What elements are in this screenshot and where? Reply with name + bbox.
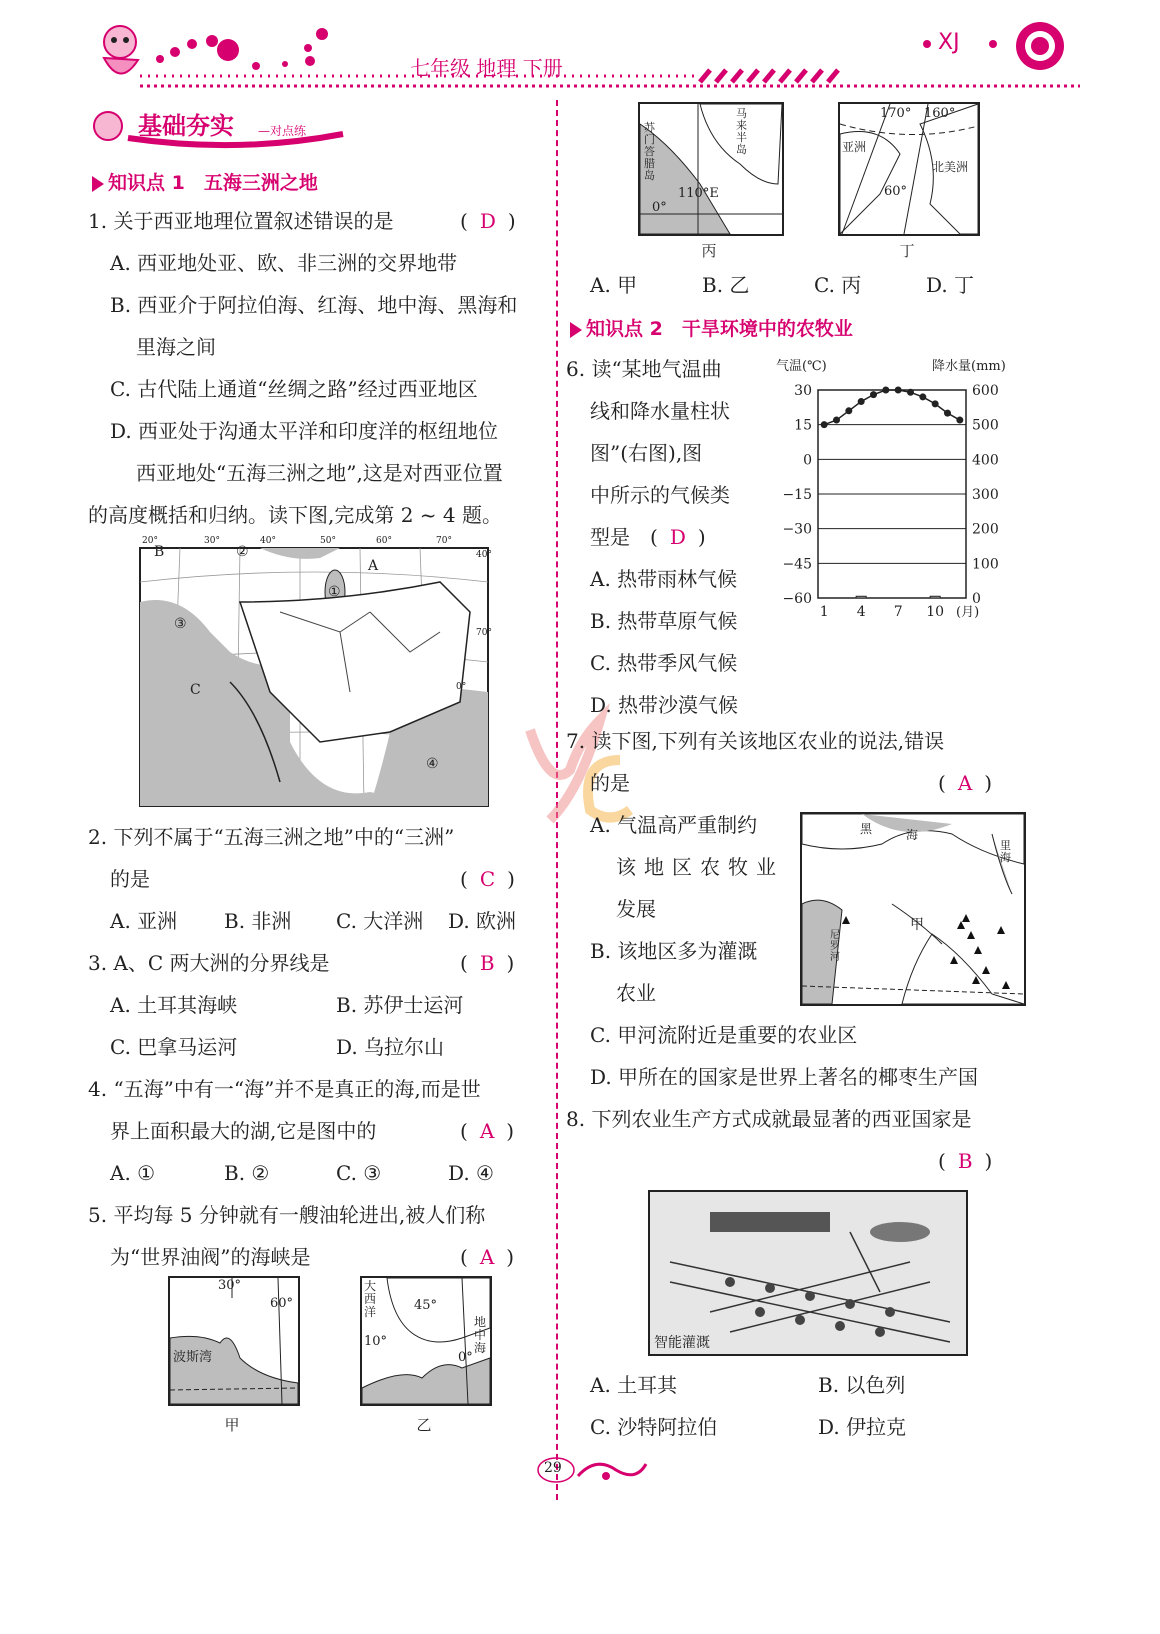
map-label-2: ② xyxy=(236,544,249,560)
q5-options xyxy=(590,264,974,306)
section-banner xyxy=(88,104,348,154)
chart-ytick: −60 xyxy=(782,591,812,607)
q2-stem-cont: 的是 xyxy=(110,867,150,891)
q7-opt-d: D. 甲所在的国家是世界上著名的椰枣生产国 xyxy=(590,1065,979,1089)
q4-opt-b: B. ② xyxy=(224,1161,270,1185)
jia-label-30: 30° xyxy=(218,1278,242,1293)
yi-label-med: 地中海 xyxy=(474,1315,487,1355)
q8-opt-a: A. 土耳其 xyxy=(590,1373,678,1397)
q7-opt-b: B. 该地区多为灌溉 xyxy=(590,939,758,963)
temperature-point xyxy=(944,410,951,417)
q2-opt-d: D. 欧洲 xyxy=(448,909,517,933)
q7-opt-c: C. 甲河流附近是重要的农业区 xyxy=(590,1023,858,1047)
q2-opt-c: C. 大洋洲 xyxy=(336,909,424,933)
west-asia-map xyxy=(140,536,492,808)
banner-subtitle: —对点练 xyxy=(258,124,307,138)
chart-ytick: −15 xyxy=(782,487,812,503)
chart-ytick: 15 xyxy=(794,417,812,434)
q8-opt-b: B. 以色列 xyxy=(818,1373,906,1397)
chart-ylabel: 气温(℃) xyxy=(776,359,827,374)
question-1 xyxy=(88,200,517,536)
map-lon-60: 60° xyxy=(376,536,392,546)
question-7: 7. 读下图,下列有关该地区农业的说法,错误 的是 ( A ) A. 气温高严重制约 该地区农牧业 发展 B. 该地区多为灌溉 农业 C. 甲河流附近是重要的农业区 D. 甲所在的国家是世界上著名的椰枣生产国 8. 下列农业生产方式成就最显著的西亚国家是 ( B ) xyxy=(566,720,1030,1182)
q7-opt-a-cont2: 发展 xyxy=(616,897,656,921)
q8-answer: B xyxy=(957,1149,973,1173)
map-label-1: ① xyxy=(328,584,341,600)
q4-stem-cont: 界上面积最大的湖,它是图中的 xyxy=(110,1119,377,1143)
chart-xtick: 10 xyxy=(926,604,945,620)
chart-xtick: 4 xyxy=(856,604,866,620)
map-lat-40: 40° xyxy=(476,550,492,560)
q7-opt-a-cont: 该地区农牧业 xyxy=(616,855,784,879)
q7-opt-b-cont: 农业 xyxy=(616,981,656,1005)
ding-label-160: 160° xyxy=(924,106,956,121)
header-title: 七年级 地理 下册 xyxy=(410,56,563,80)
map-label-3: ③ xyxy=(174,616,187,632)
q7-stem-cont: 的是 xyxy=(590,771,630,795)
q3-opt-c: C. 巴拿马运河 xyxy=(110,1035,238,1059)
agri-label-black: 黑 xyxy=(860,822,873,836)
agri-label-jia: 甲 xyxy=(910,917,924,933)
q5-stem: 5. 平均每 5 分钟就有一艘油轮进出,被人们称 xyxy=(88,1203,486,1227)
bing-label-110e: 110°E xyxy=(678,186,719,201)
q6-line-2: 线和降水量柱状 xyxy=(590,399,730,423)
header-decoration xyxy=(80,14,1080,96)
section-1-heading: 知识点 1 五海三洲之地 xyxy=(92,168,318,195)
q4-answer: A xyxy=(479,1119,495,1143)
header xyxy=(80,14,1080,96)
q3-opt-d: D. 乌拉尔山 xyxy=(336,1035,445,1059)
q5-stem-cont: 为“世界油阀”的海峡是 xyxy=(110,1245,311,1269)
chart-y2tick: 0 xyxy=(972,591,981,607)
map-label-c: C xyxy=(190,682,201,698)
page-footer xyxy=(536,1456,656,1486)
page-number: 29 xyxy=(544,1460,562,1476)
q5-opt-a: A. 甲 xyxy=(590,273,638,297)
q3-stem: 3. A、C 两大洲的分界线是 xyxy=(88,951,330,975)
q8-options xyxy=(590,1364,906,1448)
ding-label-namerica: 北美洲 xyxy=(932,160,969,174)
map-lon-50: 50° xyxy=(320,536,336,546)
edition-label: XJ xyxy=(938,30,960,55)
irrigation-svg xyxy=(650,1192,966,1354)
temperature-point xyxy=(956,417,963,424)
strait-map-bing xyxy=(638,102,784,236)
chart-y2tick: 500 xyxy=(972,417,999,434)
chart-y2tick: 200 xyxy=(972,521,999,538)
map-lat-0: 0° xyxy=(456,682,467,692)
yi-label-45: 45° xyxy=(414,1298,438,1313)
q6-opt-a: A. 热带雨林气候 xyxy=(590,567,738,591)
chart-ytick: 0 xyxy=(803,452,812,469)
strait-map-jia xyxy=(168,1276,300,1406)
map-lon-20: 20° xyxy=(142,536,158,546)
agriculture-map xyxy=(800,812,1026,1006)
q3-opt-a: A. 土耳其海峡 xyxy=(110,993,238,1017)
map-lon-70: 70° xyxy=(436,536,452,546)
q6-opt-d: D. 热带沙漠气候 xyxy=(590,693,739,717)
climate-chart xyxy=(770,352,1030,622)
map-label-a: A xyxy=(368,558,379,574)
jia-label-gulf: 波斯湾 xyxy=(173,1350,213,1365)
q8-stem: 8. 下列农业生产方式成就最显著的西亚国家是 xyxy=(566,1107,972,1131)
q8-opt-d: D. 伊拉克 xyxy=(818,1415,907,1439)
play-icon xyxy=(92,176,104,192)
caption-jia: 甲 xyxy=(224,1416,240,1434)
temperature-point xyxy=(895,387,902,394)
chart-y2tick: 400 xyxy=(972,452,999,469)
caption-ding: 丁 xyxy=(899,242,915,260)
map-label-4: ④ xyxy=(426,756,439,772)
strait-map-yi xyxy=(360,1276,492,1406)
q5-opt-b: B. 乙 xyxy=(702,273,750,297)
temperature-point xyxy=(907,389,914,396)
q7-opt-a: A. 气温高严重制约 xyxy=(590,813,758,837)
q4-stem: 4. “五海”中有一“海”并不是真正的海,而是世 xyxy=(88,1077,481,1101)
q1-option-b-cont: 里海之间 xyxy=(136,335,216,359)
q2-stem: 2. 下列不属于“五海三洲之地”中的“三洲” xyxy=(88,825,455,849)
q2-opt-b: B. 非洲 xyxy=(224,909,292,933)
q5-opt-d: D. 丁 xyxy=(926,273,975,297)
agri-label-nile: 尼罗河 xyxy=(830,930,840,963)
q1-stem: 1. 关于西亚地理位置叙述错误的是 ( D ) xyxy=(88,209,516,233)
temperature-point xyxy=(932,400,939,407)
q2-answer: C xyxy=(479,867,496,891)
irrigation-label: 智能灌溉 xyxy=(654,1335,710,1351)
questions-2-5: 2. 下列不属于“五海三洲之地”中的“三洲” 的是 ( C ) A. 亚洲 B. 非洲 C. 大洋洲 D. 欧洲 3. A、C 两大洲的分界线是 ( B ) A. 土耳其海峡 B. 苏伊士运河 C. 巴拿马运河 D. 乌拉尔山 4. “五海”中有一“海”并不是真正的海,而是世 界上面积最大的湖,它是图中的 ( A ) A. ① B. ② C. ③ D. ④ 5. 平均每 5 分钟就有一艘油轮进出,被人们称 为“世界油阀”的海峡是 ( A ) xyxy=(88,816,548,1278)
ding-label-170: 170° xyxy=(880,106,912,121)
chart-xtick: 1 xyxy=(819,604,829,620)
climate-chart-svg xyxy=(770,352,1030,622)
chart-xtick: 7 xyxy=(893,604,903,620)
q1-option-a: A. 西亚地处亚、欧、非三洲的交界地带 xyxy=(110,251,458,275)
yi-label-atlantic: 大西洋 xyxy=(364,1279,377,1319)
temperature-point xyxy=(845,407,852,414)
chart-xlabel: (月) xyxy=(956,605,980,620)
q1-option-d: D. 西亚处于沟通太平洋和印度洋的枢纽地位 xyxy=(110,419,499,443)
intro-line-1: 西亚地处“五海三洲之地”,这是对西亚位置 xyxy=(136,461,503,485)
q3-options-2 xyxy=(88,1026,548,1068)
temperature-point xyxy=(919,393,926,400)
q6-line-4: 中所示的气候类 xyxy=(590,483,730,507)
q6-line-3: 图”(右图),图 xyxy=(590,441,703,465)
q3-answer: B xyxy=(479,951,495,975)
jia-label-60: 60° xyxy=(270,1296,294,1311)
q6-line-5: 型是 xyxy=(590,525,630,549)
temperature-point xyxy=(882,387,889,394)
q4-opt-a: A. ① xyxy=(110,1161,156,1185)
q1-option-c: C. 古代陆上通道“丝绸之路”经过西亚地区 xyxy=(110,377,478,401)
bing-label-malay: 马来半岛 xyxy=(736,107,747,156)
q4-options xyxy=(88,1152,548,1194)
q5-opt-c: C. 丙 xyxy=(814,273,862,297)
q6-opt-b: B. 热带草原气候 xyxy=(590,609,738,633)
caption-bing: 丙 xyxy=(701,242,717,260)
chart-y2tick: 100 xyxy=(972,556,999,573)
bing-label-0: 0° xyxy=(652,200,667,215)
q6-opt-c: C. 热带季风气候 xyxy=(590,651,738,675)
q7-answer: A xyxy=(957,771,973,795)
q8-opt-c: C. 沙特阿拉伯 xyxy=(590,1415,718,1439)
map-lat-70: 70° xyxy=(476,628,492,638)
strait-map-ding xyxy=(838,102,980,236)
chart-ytick: −30 xyxy=(782,521,812,538)
yi-label-0: 0° xyxy=(458,1350,473,1365)
banner-title: 基础夯实 xyxy=(138,112,234,140)
question-6: 6. 读“某地气温曲 线和降水量柱状 图”(右图),图 中所示的气候类 型是 ( D ) A. 热带雨林气候 B. 热带草原气候 C. 热带季风气候 D. 热带沙漠气候 xyxy=(566,348,738,726)
section-2-heading: 知识点 2 干旱环境中的农牧业 xyxy=(570,314,853,341)
agri-label-caspian: 里海 xyxy=(1000,839,1011,864)
q6-answer: D xyxy=(669,525,686,549)
q4-opt-c: C. ③ xyxy=(336,1161,382,1185)
chart-y2tick: 300 xyxy=(972,487,999,503)
temperature-point xyxy=(821,421,828,428)
chart-ytick: −45 xyxy=(782,556,812,573)
yi-label-10: 10° xyxy=(364,1334,388,1349)
q3-opt-b: B. 苏伊士运河 xyxy=(336,993,464,1017)
chart-y2label: 降水量(mm) xyxy=(932,359,1006,374)
agri-label-sea: 海 xyxy=(906,828,919,842)
bing-label-sumatra: 苏门答腊岛 xyxy=(644,121,655,182)
map-label-b: B xyxy=(154,544,165,560)
map-lon-30: 30° xyxy=(204,536,220,546)
q4-opt-d: D. ④ xyxy=(448,1161,494,1185)
q2-opt-a: A. 亚洲 xyxy=(110,909,178,933)
q7-stem: 7. 读下图,下列有关该地区农业的说法,错误 xyxy=(566,729,945,753)
precip-bar xyxy=(856,596,866,598)
q5-answer: A xyxy=(479,1245,495,1269)
map-lon-40: 40° xyxy=(260,536,276,546)
smart-irrigation-image xyxy=(648,1190,968,1356)
ding-label-asia: 亚洲 xyxy=(842,140,867,154)
q1-option-b: B. 西亚介于阿拉伯海、红海、地中海、黑海和 xyxy=(110,293,518,317)
temperature-point xyxy=(858,398,865,405)
chart-ytick: 30 xyxy=(794,383,812,399)
temperature-line xyxy=(824,390,960,425)
play-icon xyxy=(570,322,582,338)
temperature-point xyxy=(833,417,840,424)
q2-options xyxy=(88,900,548,942)
ding-label-60: 60° xyxy=(884,184,908,199)
caption-yi: 乙 xyxy=(416,1416,432,1434)
chart-y2tick: 600 xyxy=(972,383,999,399)
precip-bar xyxy=(930,596,940,598)
intro-line-2: 的高度概括和归纳。读下图,完成第 2 ~ 4 题。 xyxy=(88,503,502,527)
q3-options-1 xyxy=(88,984,548,1026)
temperature-point xyxy=(870,391,877,398)
q6-line-1: 6. 读“某地气温曲 xyxy=(566,357,722,381)
